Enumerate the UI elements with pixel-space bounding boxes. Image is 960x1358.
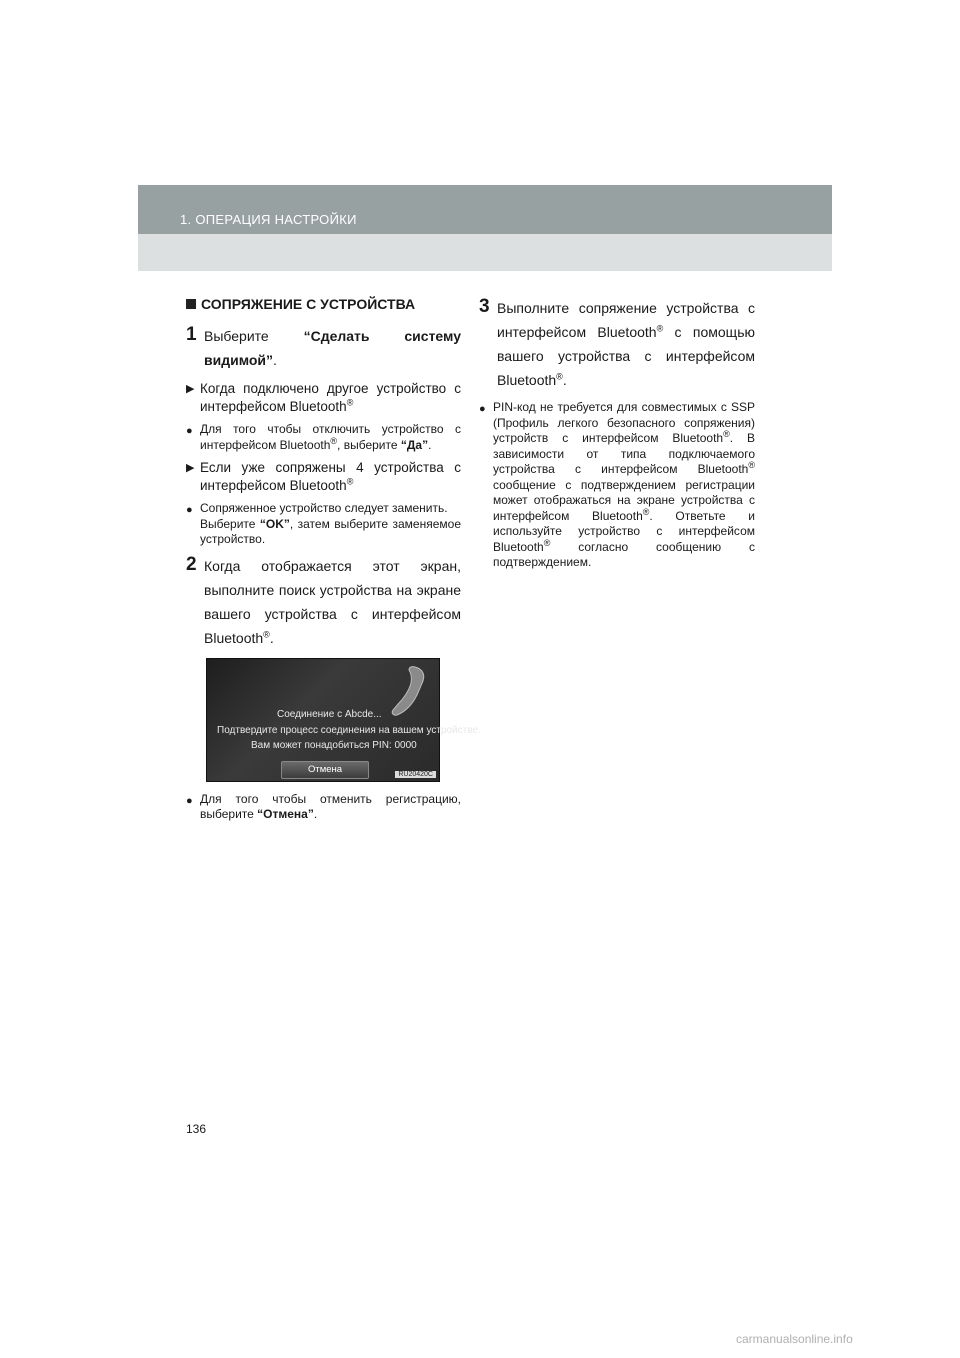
bullet-dot-icon: ● (186, 794, 193, 807)
square-bullet-icon (186, 299, 196, 309)
screen-pin-text: Вам может понадобиться PIN: 0000 (251, 739, 417, 751)
bullet-dot-icon: ● (479, 403, 486, 415)
chapter-title: 1. ОПЕРАЦИЯ НАСТРОЙКИ (180, 212, 357, 227)
bullet-item-disconnect: ● Для того чтобы отключить устройство с интерфейсом Bluetooth®, выберите “Да”. (186, 422, 461, 452)
phone-handset-icon (387, 665, 427, 717)
chapter-header (138, 185, 832, 234)
section-title: СОПРЯЖЕНИЕ С УСТРОЙСТВА (186, 296, 461, 312)
left-column (186, 296, 481, 829)
watermark: carmanualsonline.info (736, 1332, 853, 1346)
bullet-item-pin: ● PIN-код не требуется для совместимых с SSP (Профиль легкого безопасного сопряжения) устройств с интерфейсом Bluetooth®. В зависимости от типа подключаемого устройства с интерфейсом Bluetooth® сообщение с подтверждением регистрации может отображаться на экране устройства с интерфейсом Bluetooth®. Ответьте и используйте устройство с интерфейсом Bluetooth® согласно сообщению с подтверждением. (479, 400, 756, 569)
right-column (479, 296, 755, 577)
bullet-item-replace: ● Сопряженное устройство следует заменить. Выберите “OK”, затем выберите заменяемое устройство. (186, 501, 461, 546)
arrow-right-icon: ▶ (186, 383, 195, 395)
step-1: 1 Выберите “Сделать систему видимой”. (186, 324, 461, 368)
arrow-item-other-device: ▶ Когда подключено другое устройство с интерфейсом Bluetooth® (186, 381, 461, 414)
arrow-right-icon: ▶ (186, 462, 195, 474)
bullet-dot-icon: ● (186, 504, 193, 516)
screen-connecting-text: Соединение с Abcde... (277, 708, 382, 720)
bullet-item-cancel: ● Для того чтобы отменить регистрацию, выберите “Отмена”. (186, 791, 461, 821)
pairing-screen-image (206, 658, 481, 782)
image-code: RU20420C (395, 771, 436, 778)
bullet-dot-icon: ● (186, 425, 193, 437)
header-band (138, 234, 832, 271)
arrow-item-four-devices: ▶ Если уже сопряжены 4 устройства с интерфейсом Bluetooth® (186, 460, 461, 493)
page-number: 136 (186, 1122, 207, 1136)
screen-cancel-button: Отмена (281, 761, 369, 779)
step-3: 3 Выполните сопряжение устройства с интерфейсом Bluetooth® с помощью вашего устройства с интерфейсом Bluetooth®. (479, 296, 755, 388)
screen-confirm-text: Подтвердите процесс соединения на вашем устройстве. (217, 724, 481, 736)
step-2: 2 Когда отображается этот экран, выполните поиск устройства на экране вашего устройства с интерфейсом Bluetooth®. (186, 553, 461, 646)
